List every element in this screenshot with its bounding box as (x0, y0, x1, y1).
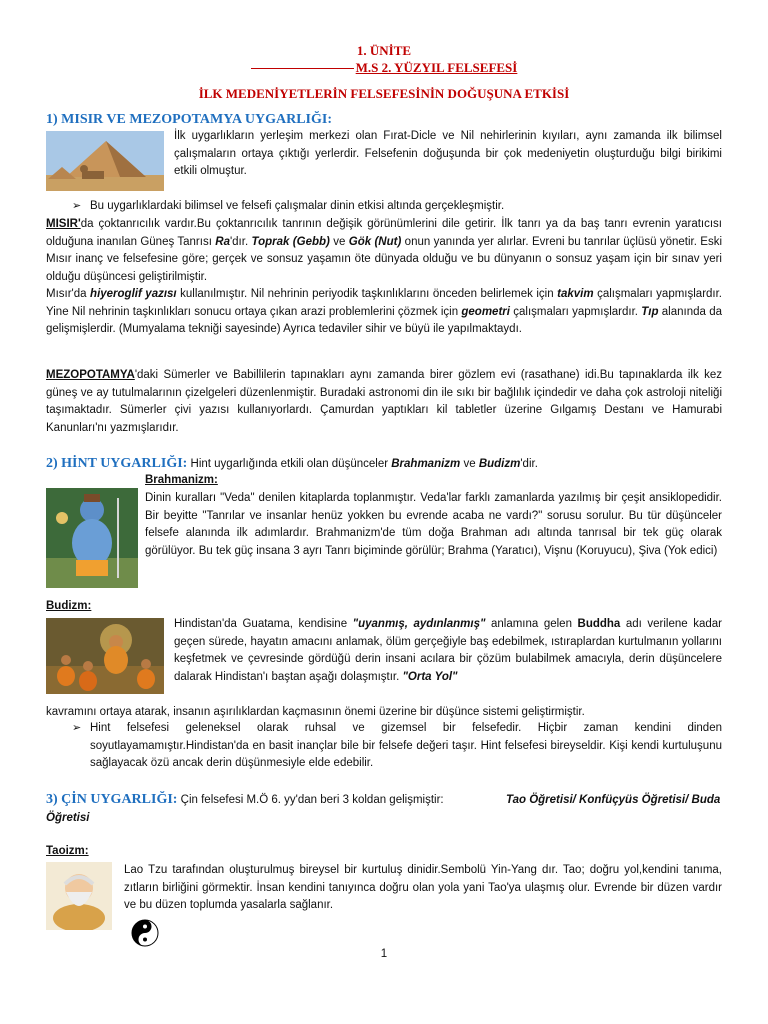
misir2-text-d: çalışmaları yapmışlardır. (509, 305, 642, 318)
section-1-intro: İlk uygarlıkların yerleşim merkezi olan Fırat-Dicle ve Nil nehirlerinin kıyıları, aynı zamanda ilk bilimsel çalışmaların ortaya çıktığı yerlerdir. Felsefenin doğuşunda bir çok medeniyetin oluşturduğu bilgi birikimi etkili olmuştur. (174, 130, 722, 177)
lao-tzu-image (46, 862, 112, 930)
mezopotamya-paragraph (46, 367, 722, 437)
pyramid-image (46, 131, 164, 191)
ra-term: Ra (215, 235, 230, 248)
budizm-text-c: adı verilene kadar geçen sürede, hayatın amacını anlamak, ölüm gerçeğiyle baş edebilmek, ıstıraplardan kurtulmanın yollarını keşfetmek ve çevresinde gördüğü derin insani acılara bir çözüm bulabilmek amacıyla, derin düşüncelere dalarak Hindistan'ı baştan aşağı dolaşmıştır. (174, 618, 722, 683)
main-title: İLK MEDENİYETLERİN FELSEFESİNİN DOĞUŞUNA ETKİSİ (198, 86, 570, 101)
misir-label: MISIR' (46, 218, 81, 230)
shiva-image (46, 488, 138, 588)
orta-yol-term: "Orta Yol" (402, 670, 458, 683)
brahmanizm-text: Dinin kuralları "Veda" denilen kitaplarda toplanmıştır. Veda'lar farklı zamanlarda yazılmış bir çeşit ansiklopedidir. Bir beyitte "Tanrılar ve insanlar henüz yokken bu evrende acaba ne vardı?" sorusu sorulur. Bu tür düşünceler felsefe alanında ilk adımlardır. Brahmanizm'de tüm doğa Brahman adı altında tanrısal bir tek güç olarak görülüyor. Bu tek güç insana 3 ayrı Tanrı biçiminde görülür; Brahma (Yaratıcı), Vişnu (Koruyucu), Şiva (Yok edici) (145, 492, 722, 557)
budizm-term: Budizm (478, 458, 521, 470)
section-2-heading (46, 456, 538, 472)
misir2-text-b: kullanılmıştır. Nil nehrinin periyodik taşkınlıklarını önceden belirlemek için (176, 288, 558, 300)
bullet-arrow-icon: ➢ (72, 200, 82, 212)
budizm-paragraph-top (174, 616, 722, 686)
misir2-text-a: Mısır'da (46, 288, 91, 300)
buddha-term: Buddha (577, 618, 621, 630)
section-3-title: 3) ÇİN UYGARLIĞI: (46, 792, 178, 807)
gok-term: Gök (Nut) (348, 235, 402, 248)
geometri-term: geometri (461, 305, 510, 318)
misir2-text-c: çalışmaları yapmışlardır. Yine Nil nehrinin taşkınlıkları sonucu ortaya çıkan arazi problemlerini çözmek için (46, 288, 723, 318)
section-1-bullet (72, 198, 722, 216)
section-2-title: 2) HİNT UYGARLIĞI: (46, 456, 188, 471)
page-number: 1 (380, 948, 388, 960)
section-3-intro: Çin felsefesi M.Ö 6. yy'dan beri 3 koldan gelişmiştir: (177, 794, 444, 806)
misir-ve: ve (329, 235, 349, 248)
subtitle-text: M.S 2. YÜZYIL FELSEFESİ (355, 60, 518, 75)
taoizm-text: Lao Tzu tarafından oluşturulmuş bireysel bir kurtuluş dinidir.Sembolü Yin-Yang dır. Tao; doğru yol,kendini tanıma, zıtların birliğini görmektir. İnsan kendini tanıyınca doğru olan yola yani Tao'ya ulaşmış olur. Evrende bir düzen vardır ve bu düzen toplumda yasalarla sağlanır. (124, 864, 722, 911)
yin-yang-icon (130, 918, 160, 948)
subtitle (0, 60, 768, 76)
bullet-text: Bu uygarlıklardaki bilimsel ve felsefi çalışmalar dinin etkisi altında gerçekleşmiştir. (90, 200, 505, 212)
hiyeroglif-term: hiyeroglif yazısı (90, 288, 177, 300)
bullet-arrow-icon: ➢ (72, 722, 82, 734)
toprak-term: Toprak (Gebb) (251, 235, 330, 248)
section-1-heading: 1) MISIR VE MEZOPOTAMYA UYGARLIĞI: (46, 112, 332, 127)
misir-text-b: 'dır. (229, 235, 252, 248)
mezopotamya-text: 'daki Sümerler ve Babillilerin tapınakları aynı zamanda birer gözlem evi (rasathane) idi.Bu tapınaklarda ilk kez güneş ve ay tutulmalarının çizelgeleri düzenlenmiştir. Buradaki astronomi din ile sıkı bir bağlılık içindedir ve daha çok astroloji niteliği taşımaktadır. Sümerler çivi yazısı kullanıyorlardı. Çamurdan yaptıkları kil tabletler üzerine Gılgamış Destanı ve Hamurabi Kanunları'nı yazmışlarıdır. (46, 369, 722, 434)
section-2-bullet (72, 720, 722, 773)
misir-text-c: onun yanında yer alırlar. Evreni bu tanrılar üçlüsü yönetir. Eski Mısır inanç ve felsefesine göre; gerçek ve sonsuz yaşamın öte dünyada olduğu ve bu dünyanın o sonsuz yaşam için bir sınav yeri olduğu düşüncesi geliştirilmiştir. (46, 235, 722, 283)
misir2-text-e: alanında da gelişmişlerdir. (Mumyalama tekniği sayesinde) Ayrıca tedaviler sihir ve büyü ile yapılmaktaydı. (46, 305, 722, 335)
misir-text-a: da çoktanrıcılık vardır.Bu çoktanrıcılık tanrının değişik görünümlerini dile getirir. İlk tanrı ya da baş tanrı evrenin yaratıcısı olduğuna inanılan Güneş Tanrısı (46, 218, 722, 248)
section-3-schools: Tao Öğretisi/ Konfüçyüs Öğretisi/ Buda Öğretisi (46, 794, 721, 824)
mezopotamya-label: MEZOPOTAMYA (46, 369, 135, 381)
misir-paragraph-2 (46, 286, 722, 339)
budizm-paragraph-end: kavramını ortaya atarak, insanın aşırılıklardan kaçmasının önemi üzerine bir düşünce sistemi geliştirmiştir. (46, 706, 585, 718)
brahmanizm-label: Brahmanizm: (145, 474, 218, 486)
unit-title: 1. ÜNİTE (356, 43, 412, 58)
budizm-text-a: Hindistan'da Guatama, kendisine (174, 618, 353, 630)
taoizm-label: Taoizm: (46, 845, 89, 857)
budizm-text-b: anlamına gelen (485, 618, 578, 630)
buddha-image (46, 618, 164, 694)
misir-paragraph-1 (46, 216, 722, 286)
section-2-intro-ve: ve (460, 458, 479, 470)
budizm-label: Budizm: (46, 600, 92, 612)
uyanmis-term: "uyanmış, aydınlanmış" (352, 618, 486, 630)
tip-term: Tıp (641, 305, 659, 318)
brahmanizm-term: Brahmanizm (391, 458, 461, 470)
bullet-text: Hint felsefesi geleneksel olarak ruhsal ve gizemsel bir felsefedir. Hiçbir zaman kendini dinden soyutlayamamıştır.Hindistan'da en basit inançlar bile bir felsefe değeri taşır. Hint felsefesi bireyseldir. Kişi kendi kurtuluşunu sağlayacak özü ancak derin düşünmesiyle elde edebilir. (90, 722, 722, 769)
takvim-term: takvim (557, 288, 594, 300)
section-2-intro-a: Hint uygarlığında etkili olan düşünceler (187, 458, 392, 470)
section-2-intro-b: 'dir. (520, 458, 538, 470)
